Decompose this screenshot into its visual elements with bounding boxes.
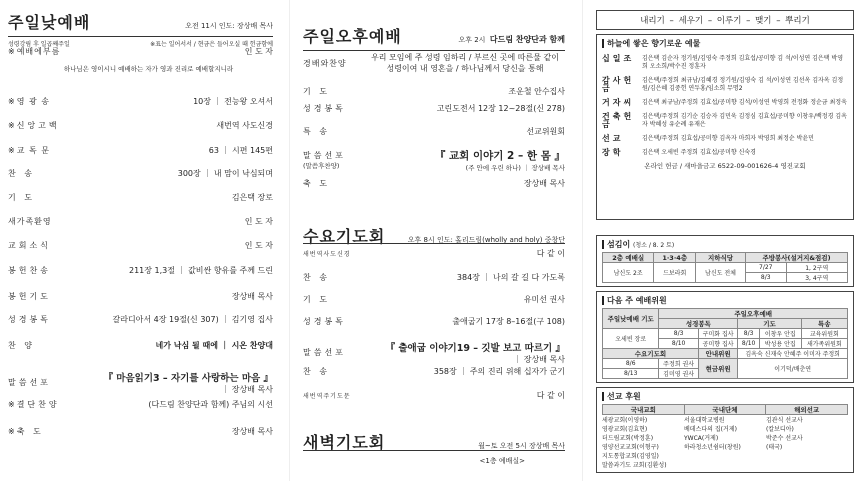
table-header: 국내단체 [684,405,766,415]
order-item [8,145,273,156]
offering-label: 선교 [602,134,624,143]
table-header: 기도 [738,319,801,329]
order-sublabel: (말씀후찬양) [303,162,340,170]
afternoon-services [303,0,565,481]
order-label: 새번역사도신경 [303,251,351,258]
order-item [303,316,565,327]
order-value: (다드림 찬양단과 함께) 주님의 시선 [148,400,273,409]
dawn-meta: 월~토 오전 5시 장상배 목사 [478,442,565,450]
order-value: 인 도 자 [244,47,273,56]
order-label: ※ 신앙고백 [8,120,78,131]
table-cell: 영양선교교회(이형구) [602,444,659,451]
order-label: 성경봉독 [303,317,346,326]
afternoon-title: 주일오후예배 [303,27,402,46]
order-label: 축 도 [303,179,330,188]
order-value: 『 출애굽 이야기19 – 깃발 보고 따르기 』 [385,343,565,354]
wednesday-title: 수요기도회 [303,227,386,246]
table-header: 주일오후예배 [659,309,848,319]
table-cell: 8/3 [746,273,786,283]
offering-names: 김은택/주정희 최규남/김혜경 정기원/김영숙 김 석/이성연 김선옥 김자옥 김정원/김은혜 김중헌 연두홍/임소희 무명2 [642,77,844,92]
order-label: 찬 양 [8,341,35,350]
dawn-title: 새벽기도회 [303,433,386,452]
table-cell: 김미영 권사 [659,369,699,379]
next-week-table [602,308,848,379]
order-value: 장상배 목사 [231,427,273,436]
table-header: 현금위원 [698,359,738,379]
offering-item [602,55,848,71]
order-label: 기 도 [303,87,330,96]
order-value: 김은택 장로 [231,193,273,202]
order-label: ※ 영 광 송 [8,96,78,107]
table-cell: 베데스다의 집(거제) [684,426,737,433]
order-item [303,294,565,305]
offering-title: 하늘에 쌓은 향기로운 예물 [602,38,848,49]
offering-names: 김은택 오세빈 주정희 김효섭/공미향 신숙경 [642,149,756,156]
order-value-wrap [365,294,565,305]
offering-names: 김은택/주정희 김기순 김승자 김민욱 김정심 김효섭/공미향 이창우/백정경 김옥자 박혜성 유순례 유재은 [642,113,847,128]
table-header: 주방봉사(설거지&점검) [746,253,848,263]
table-cell: 이창우 안집 [759,329,801,339]
table-cell: 서울대학교병원 [684,417,725,424]
offering-label: 감사헌금 [602,76,635,93]
order-item [303,103,565,114]
table-header: 1·3·4층 [654,253,696,263]
order-label-wrap [303,150,365,170]
sermon-block [78,370,273,395]
order-value-wrap [365,340,565,365]
afternoon-time: 오후 2시 [458,36,486,44]
mission-list [602,415,848,469]
order-value-wrap [365,366,565,377]
table-header: 주일낮예배 기도 [603,309,659,329]
order-item [303,52,565,74]
order-value-2: 성령이여 내 영혼을 / 하나님께서 당신을 통해 [386,64,544,73]
order-label-wrap [303,58,365,69]
order-label: 찬 송 [303,273,330,282]
order-label: 경배와찬양 [303,58,347,68]
offering-item [602,149,848,157]
order-value-wrap [365,126,565,137]
table-header: 특송 [801,319,847,329]
table-cell: 김관식 선교사 [766,417,803,424]
order-item [8,340,273,351]
order-label: ※ 예배에부름 [8,46,78,57]
offering-names: 김은택 김순자 정기원/김영숙 주정희 김효섭/공미향 김 석/이성연 김은택 박영희 오소희/박수진 정훈자 [642,55,843,70]
order-label: 기 도 [303,295,330,304]
order-value: 새번역 사도신경 [216,121,273,130]
table-row [602,415,848,424]
order-item [303,86,565,97]
table-row [602,451,848,460]
servers-title: 섬김이 [607,240,631,249]
page-title: 주일낮예배 [8,13,91,32]
table-cell: 8/6 [603,359,659,369]
mission-title: 선교 후원 [602,391,848,402]
order-label-wrap [303,178,365,189]
order-item [303,126,565,137]
table-header: 해외선교 [766,405,848,415]
offering-label: 장학 [602,148,624,157]
order-value-2: ｜ 장상배 목사 [513,355,565,364]
order-label: 성경봉독 [303,104,346,113]
order-value-wrap [365,248,565,259]
order-value: 다 같 이 [536,391,565,400]
order-value: 네가 낙심 될 때에 ｜ 시온 찬양대 [155,341,273,350]
order-value: 고린도전서 12장 12~28절(신 278) [436,104,565,113]
motto-banner: 내리기 – 세우기 – 이루기 – 맺기 – 뿌리기 [596,10,854,30]
table-cell: 영광교회(김효현) [602,426,648,433]
online-account: 온라인 헌금 / 새마을금고 6522-09-001626-4 영진교회 [644,162,806,170]
order-item [8,96,273,107]
table-row [602,442,848,451]
order-value: 10장 ｜ 전능왕 오셔서 [193,97,273,106]
order-value-wrap [365,103,565,114]
order-label-wrap [303,126,365,137]
order-value: 장상배 목사 [523,179,565,188]
order-value-wrap [365,148,565,172]
order-value: 인 도 자 [244,217,273,226]
order-item [24,64,273,73]
table-cell: 새가족위원회 [801,339,847,349]
table-cell: 3, 4구역 [786,273,848,283]
order-value-wrap [365,316,565,327]
offering-item [602,135,848,143]
order-value: 선교위원회 [526,127,565,136]
order-item [303,248,565,259]
servers-sub: (청소 / 8. 2 토) [632,242,675,249]
order-item [8,399,273,410]
notice-line: ※표는 일어서서 / 현금은 들어오실 때 헌금함에 [150,41,273,48]
table-cell: 8/13 [603,369,659,379]
order-value: 211장 1,3절 ｜ 값비싼 향유를 주께 드린 [129,266,273,275]
order-value: 인 도 자 [244,241,273,250]
table-header: 2층 예배실 [603,253,654,263]
table-cell: 공미향 집사 [698,339,738,349]
order-label: 말씀선포 [303,151,346,160]
order-label: 기 도 [8,193,35,202]
order-value-wrap [365,272,565,283]
table-cell [684,460,766,469]
order-item [303,340,565,365]
order-label: 특 송 [303,127,330,136]
order-item [8,240,273,251]
offering-label: 건축헌금 [602,112,635,129]
order-item [8,120,273,131]
order-label: ※ 결단찬양 [8,399,78,410]
order-label: 봉헌기도 [8,292,51,301]
order-value: 하나님은 영이시니 예배하는 자가 영과 진리로 예배할지니라 [63,65,234,73]
table-header: 지하식당 [695,253,745,263]
table-cell: (태국) [766,444,783,451]
table-cell: (칼보디아) [766,426,794,433]
order-item [8,370,273,395]
order-value: 『 마음읽기3 – 자기를 사랑하는 마음 』 [103,373,273,384]
table-cell: 교육위원회 [801,329,847,339]
table-cell: 8/3 [738,329,760,339]
order-item [303,148,565,172]
order-value: 『 교회 이야기 2 – 한 몸 』 [434,150,565,162]
offering-box [596,34,854,220]
offering-label: 거자씨 [602,98,635,107]
offering-item [602,113,848,129]
offering-item [602,99,848,107]
order-value: 358장 ｜ 주의 진리 위해 십자가 군기 [433,367,565,376]
order-value: 우리 모임에 주 성령 임하리 / 부르신 곳에 따른물 같이 [371,53,559,62]
table-cell: YWCA(거제) [684,435,719,442]
order-value: 장상배 목사 [231,292,273,301]
order-label: 말씀선포 [8,378,51,387]
order-value: 출애굽기 17장 8–16절(구 108) [452,317,565,326]
order-label: 새번역주기도문 [303,393,351,400]
order-item [8,265,273,276]
order-label: 성경봉독 [8,315,51,324]
table-cell [766,451,848,460]
order-label: 말씀선포 [303,348,346,357]
table-cell: 지도통합교회(김영일) [602,453,659,460]
next-week-box [596,291,854,383]
table-row [602,433,848,442]
order-item [303,178,565,189]
order-value: 63 ｜ 시편 145편 [208,146,273,155]
table-cell: 8/10 [659,339,699,349]
table-cell: 이기덕/배춘연 [738,359,848,379]
table-row [602,424,848,433]
order-item [8,192,273,203]
order-label: 봉헌찬송 [8,266,51,275]
table-cell: 오세빈 장로 [603,329,659,349]
table-cell: 구미화 집사 [698,329,738,339]
mission-box [596,387,854,473]
table-cell: 세광교회(이영하) [602,417,648,424]
liturgical-week: 성령강림 후 일곱째주일 [8,41,70,48]
offering-names: 김은택 최규남/주정희 김효섭/공미향 김석/이성연 박영희 전정화 정순금 최정욱 [642,99,847,106]
order-value-wrap [365,52,565,74]
table-cell: 박준수 선교사 [766,435,803,442]
order-value: 조운철 안수집사 [508,87,565,96]
order-value: 384장 ｜ 나의 갈 길 다 가도록 [456,273,565,282]
order-item [8,426,273,437]
order-value-wrap [365,178,565,189]
table-header: 안내위원 [698,349,738,359]
table-cell: 김옥숙 신재숙 안혜주 이미자 주정희 [738,349,848,359]
table-header: 국내교회 [603,405,685,415]
table-cell: 8/10 [738,339,760,349]
table-cell: 하라청소년쉼터(창원) [684,444,741,451]
servers-table [602,252,848,283]
offering-label: 십일조 [602,54,635,63]
order-label: 교회소식 [8,241,51,250]
order-item [8,168,273,179]
table-cell: 드보라회 [654,263,696,283]
table-cell [766,460,848,469]
dawn-place: <1층 예배실> [479,457,525,465]
order-item [303,272,565,283]
table-cell: 더드림교회(박정훈) [602,435,654,442]
table-cell: 8/3 [659,329,699,339]
afternoon-leader: 다드림 찬양단과 함께 [489,35,565,44]
order-label: ※ 교 독 문 [8,145,78,156]
table-cell: 남신도 2조 [603,263,654,283]
order-value-wrap [365,390,565,401]
next-week-title: 다음 주 예배위원 [602,295,848,306]
table-header: 성경봉독 [659,319,738,329]
table-cell: 1, 2구역 [786,263,848,273]
order-value: 갈라디아서 4장 19절(신 307) ｜ 김기영 집사 [112,315,273,324]
sunday-morning-service [8,0,273,481]
order-item [303,366,565,377]
mission-table [602,404,848,415]
servers-box [596,235,854,287]
order-value-wrap [365,86,565,97]
table-cell: 7/27 [746,263,786,273]
table-cell: 말씀과기도 교회(김환성) [602,462,667,469]
order-label: 찬 송 [303,367,330,376]
table-header: 수요기도회 [603,349,699,359]
order-value: 유미선 권사 [523,295,565,304]
order-value-2: (주 안에 우린 하나) ｜ 장상배 목사 [465,164,565,172]
church-news [596,0,854,481]
order-label-wrap [303,103,365,114]
order-value: 300장 ｜ 내 맘이 낙심되며 [177,169,273,178]
order-label: 찬 송 [8,169,35,178]
offering-item [602,77,848,93]
table-row [602,460,848,469]
order-label-wrap [303,86,365,97]
order-item [303,390,565,401]
table-cell [684,451,766,460]
table-cell: 박성용 안집 [759,339,801,349]
preacher: ｜ 장상배 목사 [221,385,273,394]
order-item [8,314,273,325]
order-label: ※ 축 도 [8,426,78,437]
wednesday-meta: 오후 8시 인도: 홀리드림(wholly and holy) 중창단 [407,236,565,244]
service-time: 오전 11시 인도: 장상배 목사 [185,22,273,30]
table-cell: 남신도 전체 [695,263,745,283]
order-item [8,291,273,302]
offering-names: 김은택/주정희 김효섭/공미향 김옥자 마희자 박영희 최정순 박윤민 [642,135,814,142]
order-label: 새가족환영 [8,217,52,226]
table-cell: 주정희 권사 [659,359,699,369]
order-value: 다 같 이 [536,249,565,258]
order-item [8,46,273,57]
order-item [8,216,273,227]
